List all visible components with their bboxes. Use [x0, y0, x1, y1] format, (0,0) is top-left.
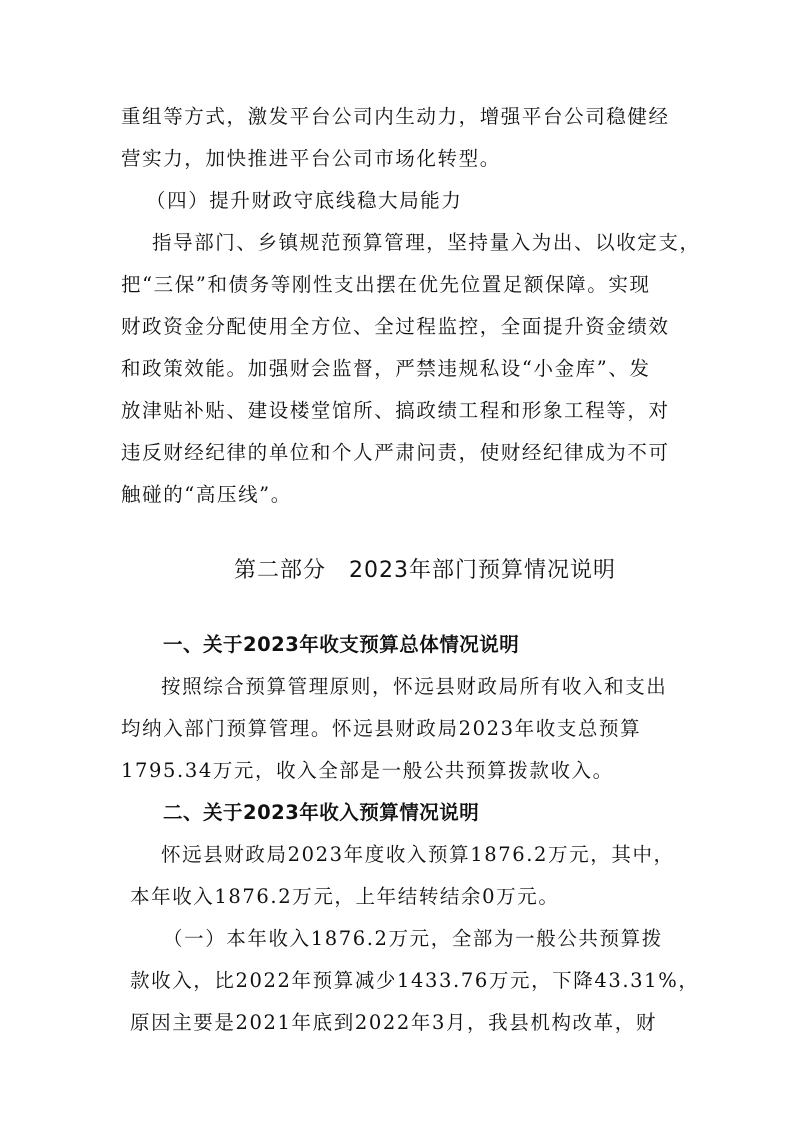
body-text-line: 指导部门、乡镇规范预算管理，坚持量入为出、以收定支， [152, 231, 701, 254]
body-text-line: 触碰的“高压线”。 [121, 483, 292, 506]
subsection-heading: （四）提升财政守底线稳大局能力 [146, 189, 463, 212]
body-text-line: 财政资金分配使用全方位、全过程监控，全面提升资金绩效 [121, 315, 670, 338]
body-text-line: （一）本年收入1876.2万元，全部为一般公共预算拨 [163, 927, 663, 950]
part-heading: 第二部分 2023年部门预算情况说明 [234, 558, 616, 583]
body-text-line: 按照综合预算管理原则，怀远县财政局所有收入和支出 [161, 675, 668, 698]
body-text-line: 怀远县财政局2023年度收入预算1876.2万元，其中， [161, 843, 675, 866]
body-text-line: 放津贴补贴、建设楼堂馆所、搞政绩工程和形象工程等，对 [121, 399, 670, 422]
section-heading: 一、关于2023年收支预算总体情况说明 [163, 633, 520, 656]
body-text-line: 本年收入1876.2万元，上年结转结余0万元。 [130, 885, 560, 908]
body-text-line: 和政策效能。加强财会监督，严禁违规私设“小金库”、发 [121, 357, 651, 380]
body-text-line: 1795.34万元，收入全部是一般公共预算拨款收入。 [121, 759, 614, 782]
body-text-line: 把“三保”和债务等刚性支出摆在优先位置足额保障。实现 [121, 273, 651, 296]
body-text-line: 违反财经纪律的单位和个人严肃问责，使财经纪律成为不可 [121, 441, 670, 464]
body-text-line: 重组等方式，激发平台公司内生动力，增强平台公司稳健经 [121, 105, 670, 128]
section-heading: 二、关于2023年收入预算情况说明 [163, 801, 480, 824]
body-text-line: 款收入，比2022年预算减少1433.76万元，下降43.31%， [130, 969, 700, 992]
body-text-line: 营实力，加快推进平台公司市场化转型。 [121, 147, 501, 170]
body-text-line: 原因主要是2021年底到2022年3月，我县机构改革，财 [130, 1011, 657, 1034]
body-text-line: 均纳入部门预算管理。怀远县财政局2023年收支总预算 [121, 717, 642, 740]
